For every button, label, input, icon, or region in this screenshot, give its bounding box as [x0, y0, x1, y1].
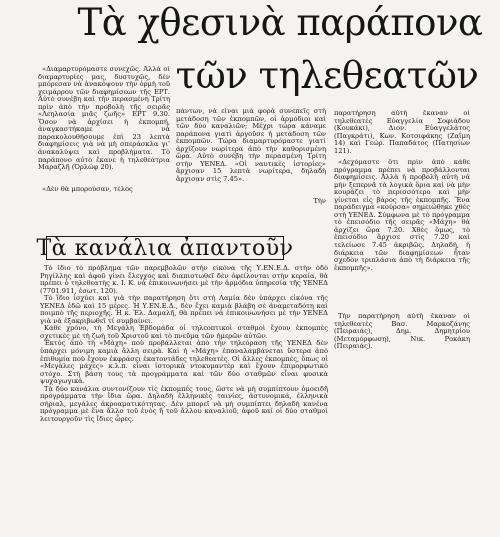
middle-column-text — [176, 108, 326, 203]
right-column-bottom-paragraph: Τὴν παρατήρηση αὐτὴ ἔκαναν οἱ τηλεθεατὲς Βασ. Μαρκοζάνης (Πειραιάς), Δημ. Δημητρίου (Μεταμόρφωση), Νικ. Ροκάκη (Πειραιάς). — [334, 313, 470, 351]
body-text — [40, 265, 328, 535]
right-column-top-text — [334, 110, 470, 162]
right-column-mid-paragraph: «Δεχόμαστε ὅτι πρὶν ἀπὸ κάθε πρόγραμμα πρέπει νὰ προβάλλονται διαφημίσεις. Ἀλλὰ ἡ προβολὴ αὐτὴ νὰ μὴν ξεπερνᾶ τὰ λογικὰ ὅρια καὶ νὰ μὴν κουράζει τὸ περισσότερο καὶ μὴν γίνεται εἰς βάρος τῆς ἐκπομπῆς. Ἕνα παράδειγμα «κούρσα» σημειώθηκε χθὲς στὴ ΥΕΝΕΔ. Σύμφωνα μὲ τὸ πρόγραμμα τὸ ἐπεισόδιο τῆς σειρᾶς «Μάχη» θὰ ἀρχίζει ὥρα 7.20. Χθὲς ὅμως, τὸ ἐπεισόδιο ἄρχισε στὶς 7.20 καὶ τελείωσε 7.45 ἀκριβῶς. Δηλαδή, ἡ διάρκεια τῶν διαφημίσεων ἦταν σχεδὸν τριπλάσια ἀπὸ τὴ διάρκεια τῆς ἐκπομπῆς». — [334, 159, 470, 272]
headline-line-1: Τὰ χθεσινὰ παράπονα — [77, 1, 483, 44]
left-column-text — [38, 66, 170, 186]
middle-column-paragraph: πάντων, νὰ εἶναι μιὰ φορὰ συνεπεῖς στὴ μετάδοση τῶν ἐκπομπῶν, οἱ ἁρμόδιοι καὶ τῶν δύο καναλιῶν; Μέχρι τώρα κάναμε παράπονα γιατὶ ἀργοῦσε ἡ μετάδοση τῶν ἐκπομπῶν. Τώρα διαμαρτυρόμαστε γιατὶ ἀρχίζουν νωρίτερα ἀπὸ τὴν καθορισμένη ὥρα. Αὐτὸ συνέβη τὴν περασμένη Τρίτη στὴν ΥΕΝΕΔ. «Οἱ ναυτικὲς ἱστορίες» ἄρχισαν 15 λεπτὰ νωρίτερα, δηλαδὴ ἄρχισαν στὶς 7.45». — [176, 108, 326, 183]
body-paragraph-1: Τὸ ἴδιο τὸ πρόβλημα τῶν παρεμβολῶν στὴν εἰκόνα τῆς Υ.ΕΝ.Ε.Δ. στὴν ὁδὸ Ρηγίλλης καὶ ἀφοῦ γίνει ἔλεγχος καὶ διαπιστωθεῖ δὲν ὀφείλονται στὴν κεραία, θὰ πρέπει ὁ τηλεθεατὴς κ. Ι. Κ. νὰ ἐπικοινωνήσει μὲ τὴν ἁρμόδια ὑπηρεσία τῆς ΥΕΝΕΔ (7701.911, ἐσωτ. 120). — [40, 265, 328, 295]
left-column-end — [38, 186, 170, 195]
middle-column-end — [296, 198, 326, 206]
left-column-paragraph: «Διαμαρτυρόμαστε συνεχῶς. Ἀλλὰ οἱ διαμαρτυρίες μας, δυστυχῶς, δὲν μπόρεσαν νὰ ἀνακόψουν τὴν ὁρμὴ τοῦ χειμάρρου τῶν διαφημίσεων τῆς ΕΡΤ. Αὐτὸ συνέβη καὶ τὴν περασμένη Τρίτη πρὶν ἀπὸ τὴν προβολὴ τῆς σειρᾶς «Λεηλασία μιᾶς ζωῆς» ΕΡΤ 9.30. Ὅσον νὰ ἀρχίσει ἡ ἐκπομπή, ἀναγκαστήκαμε νὰ παρακολουθήσουμε ἐπὶ 23 λεπτὰ διαφημίσεις γιὰ νὰ μὴ σπεράσκλα γι' ἀνακαλύψει καὶ προβλήματα. Τὸ παράπονο αὐτὸ ἔκανε ἡ τηλεθεάτρια Μαραζλῆ (Ὀρλώφ 20). — [38, 66, 170, 172]
body-paragraph-5: Τὰ δύο κανάλια συντονίζουν τὶς ἐκπομπές τους, ὥστε νὰ μὴ συμπίπτουν ὁμοειδῆ προγράμματα τὴν ἴδια ὥρα. Δηλαδὴ ἑλληνικὲς ταινίες, ἀστυνομικά, ἑλληνικὰ σήριαλ, μεγάλες ἀκροαματικότητας. Δὲν μπορεῖ νὰ μὴ συμπίπτει δηλαδὴ κανένα πρόγραμμα μὲ ἕνα ἄλλο τοῦ ἑνὸς ἢ τοῦ ἄλλου καναλιοῦ, ἀφοῦ καὶ οἱ δύο σταθμοὶ λειτουργοῦν τὶς ἴδιες ὧρες. — [40, 384, 328, 423]
left-column-end-text: «Δὲν θὰ μπορούσαν, τέλος — [42, 186, 133, 193]
headline-line-2: τῶν τηλεθεατῶν — [175, 54, 479, 97]
body-paragraph-3: Κάθε χρόνο, τὴ Μεγάλη Ἑβδομάδα οἱ τηλεοπτικοὶ σταθμοὶ ἔχουν ἐκπομπὲς σχετικὲς μὲ τὴ ζωὴ τοῦ Χριστοῦ καὶ τὸ πνεῦμα τῶν ἡμερῶν αὐτῶν. — [40, 324, 328, 340]
right-column-top-paragraph: παρατήρηση αὐτὴ ἔκαναν οἱ τηλεθεατὲς Εὐαγγελία Σοφιάδου (Κουκάκι), Διον. Εὐαγγελάτος (Παγκράτι), Κων. Κοτσιφάκης (Ζαΐμη 14) καὶ Γεώρ. Παπαδάτος (Πατησίων 121). — [334, 110, 470, 155]
subheading-box — [36, 235, 294, 261]
middle-column-end-text: Τὴν — [313, 198, 326, 205]
body-paragraph-4: Ἐκτὸς ἀπὸ τὴ «Μάχη» ποὺ προβάλλεται ἀπὸ τὴν τηλεόραση τῆς ΥΕΝΕΔ δὲν ὑπάρχει μόνιμη καμιὰ ἄλλη σειρὰ. Καὶ ἡ «Μάχη» ἐπαναλαμβάνεται ὕστερα ἀπὸ ἐπιθυμία ποὺ ἔχουν ἐκφράσει ἑκατοντάδες τηλεθεατὲς. Οἱ ἄλλες ἐκπομπές, ὅπως οἱ «Μεγάλες μάχες» κ.λ.π. εἶναι ἱστορικὰ ντοκυμαντὲρ καὶ ἔχουν ἐπιμορφωτικὸ στόχο. Στὴ βάση τους τὰ προγράμματα καὶ τῶν δύο σταθμῶν εἶναι φυσικὰ ψυχαγωγικά. — [40, 339, 328, 386]
body-paragraph-2: Τὸ ἴδιο ἰσχύει καὶ γιὰ τὴν παρατήρηση ὅτι στὴ Λαμία δὲν ὑπάρχει εἰκόνα τῆς ΥΕΝΕΔ ἐδῶ καὶ 15 μέρες. Ἡ Υ.ΕΝ.Ε.Δ., δὲν ἔχει καμιὰ βλάβη σὲ ἀναμεταδότη καὶ ποιμπὸ τῆς περιοχῆς. Ἡ κ. Ἐλ. Δαμαλῆ, θὰ πρέπει νὰ ἐπικοινωνήσει μὲ τὴν ΥΕΝΕΔ γιὰ νὰ ἐξακριβωθεῖ τί συμβαίνει. — [40, 294, 328, 325]
subheading-text: Τὰ κανάλια ἀπαντοῦν — [36, 235, 294, 261]
right-column-mid-text — [334, 159, 470, 311]
right-column-bottom-text — [334, 313, 470, 357]
